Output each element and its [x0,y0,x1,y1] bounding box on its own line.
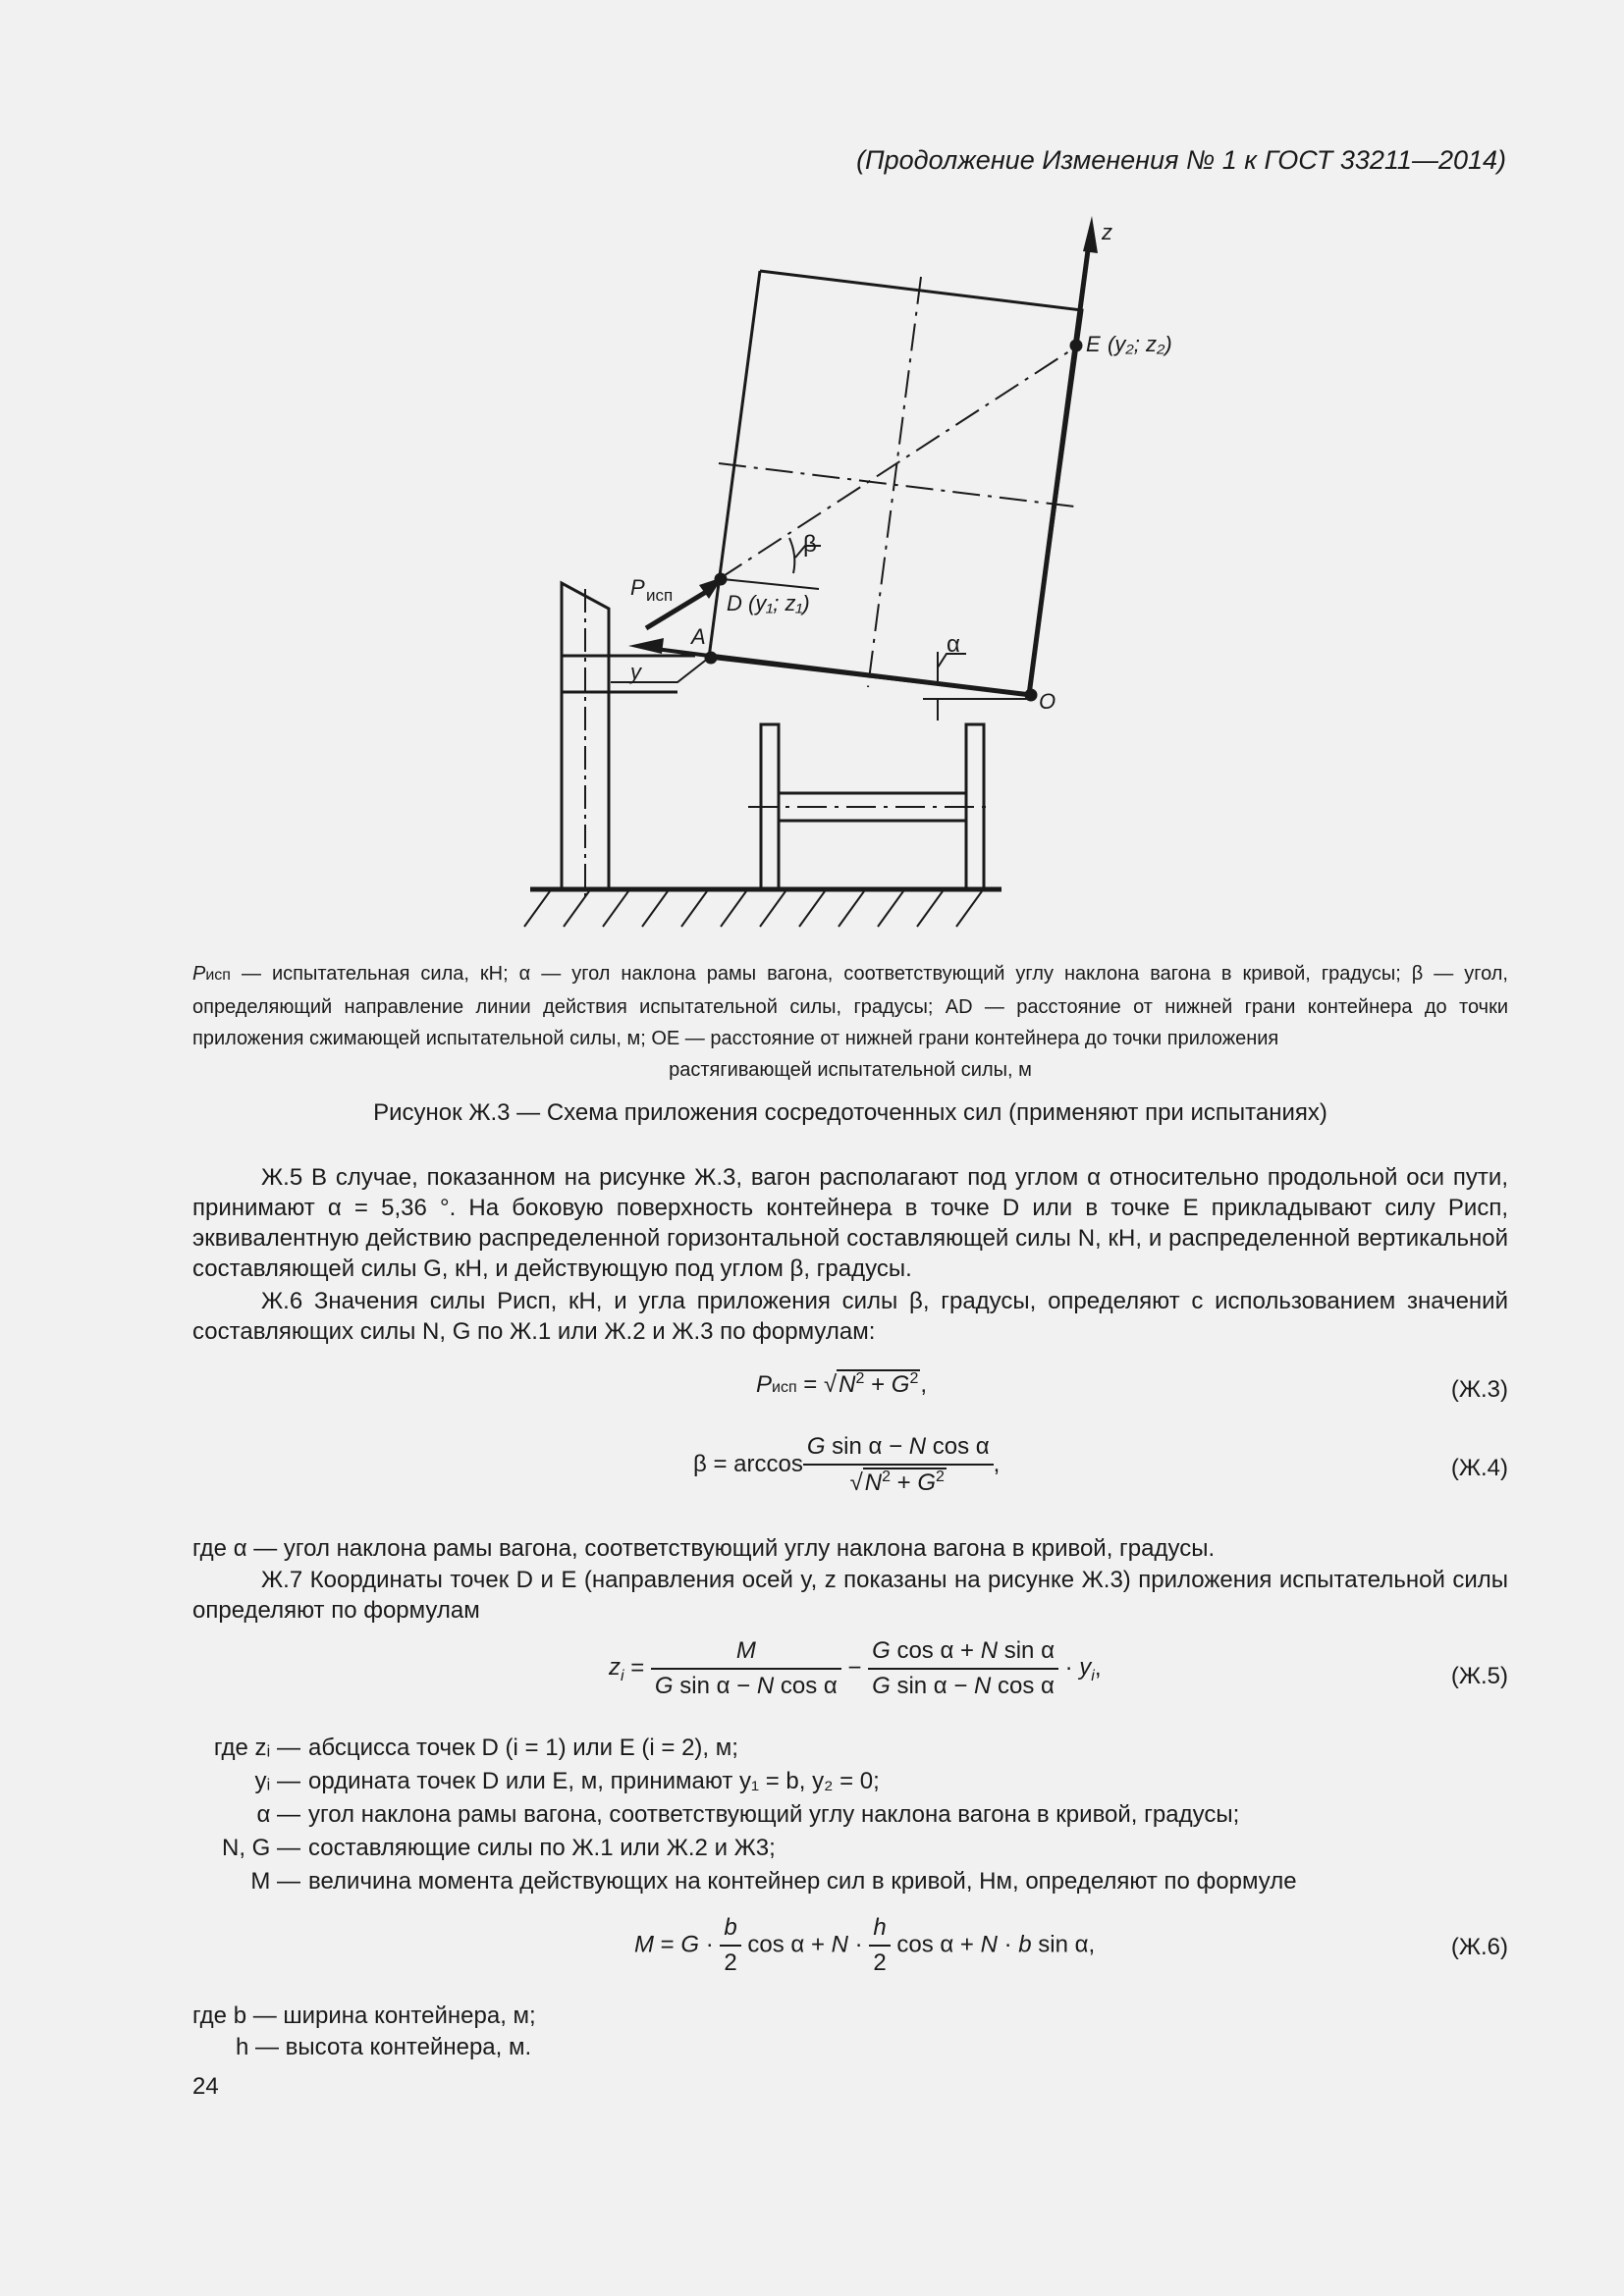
where-row-z: где zᵢ — абсцисса точек D (i = 1) или E (i = 2), м; [213,1735,738,1761]
legend-text: — испытательная сила, кН; α — угол наклона рамы вагона, соответствующий углу наклона вагона в кривой, градусы; β — угол, определяющий направление линии действия испытательной силы, градусы; AD — расстояние от нижней грани контейнера до точки приложения сжимающей испытательной силы, м; OE — расстояние от нижней грани контейнера до точки приложения [192,963,1508,1049]
page-number: 24 [192,2073,219,2100]
paragraph-where-alpha: где α — угол наклона рамы вагона, соответствующий углу наклона вагона в кривой, градусы. [192,1535,1216,1562]
label-y: y [630,660,641,684]
point-O [1026,690,1036,700]
where-row-m: M — величина момента действующих на контейнер сил в кривой, Нм, определяют по формуле [250,1868,1297,1895]
equation-zh4: β = arccos $\frac{\text{G sin α − N cos α}}{√N^2 + G^2}$ , [693,1433,1001,1496]
equation-number-zh6: (Ж.6) [1450,1934,1508,1960]
equation-number-zh5: (Ж.5) [1450,1663,1508,1689]
figure-legend: Pисп — испытательная сила, кН; α — угол наклона рамы вагона, соответствующий углу наклона вагона в кривой, градусы; β — угол, определяющий направление линии действия испытательной силы, градусы; AD — расстояние от нижней грани контейнера до точки приложения сжимающей испытательной силы, м; OE — расстояние от нижней грани контейнера до точки приложения растягивающей испытательной силы, м [192,958,1508,1086]
label-O: O [1039,689,1056,714]
ground-hatch [524,891,982,927]
paragraph-zh7: Ж.7 Координаты точек D и E (направления осей y, z показаны на рисунке Ж.3) приложения испытательной силы определяют по формулам [192,1567,1508,1624]
container-outline [709,271,1082,695]
label-beta: β [803,531,817,558]
equation-number-zh4: (Ж.4) [1450,1455,1508,1481]
point-A [706,653,716,663]
where-b: где b — ширина контейнера, м; [192,2002,536,2029]
where-row-y: yᵢ — ордината точек D или E, м, принимают y₁ = b, y₂ = 0; [254,1768,880,1794]
label-D: D [727,591,742,615]
where-h: h — высота контейнера, м. [236,2034,532,2060]
equation-zh6: M = G · $\frac{b}{2}$ cos α + N · $\frac{h}{2}$ cos α + N · b sin α, [634,1914,1096,1976]
y-axis-arrow [628,638,664,654]
label-P: P [630,575,645,600]
where-list [192,1732,1516,1898]
equation-zh5: $z_i$ = $\frac{M}{\text{G sin α − N cos α}}$ − $\frac{\text{G cos α + N sin α}}{\text{G sin α − N cos α}}$ · $y_i$, [609,1637,1102,1699]
label-D-coords: (y₁; z₁) [748,591,810,615]
where-row-ng: N, G — составляющие силы по Ж.1 или Ж.2 и Ж3; [221,1835,776,1861]
label-z: z [1102,220,1112,244]
point-D [716,574,726,584]
z-axis-arrow [1083,216,1098,253]
equation-number-zh3: (Ж.3) [1450,1376,1508,1403]
paragraph-zh6: Ж.6 Значения силы Pисп, кН, и угла приложения силы β, градусы, определяют с использованием значений составляющих силы N, G по Ж.1 или Ж.2 и Ж.3 по формулам: [192,1288,1508,1345]
legend-last-line: растягивающей испытательной силы, м [669,1059,1032,1081]
y-axis [709,656,1031,695]
point-E [1071,341,1081,350]
beta-ref [723,579,819,589]
force-diagram [0,0,1624,942]
equation-zh3: Pисп = $√N^2 + G^2$, [756,1370,928,1398]
paragraph-zh5: Ж.5 В случае, показанном на рисунке Ж.3, вагон располагают под углом α относительно продольной оси пути, принимают α = 5,36 °. На боковую поверхность контейнера в точке D или в точке E прикладывают силу Pисп, эквивалентную действию распределенной горизонтальной составляющей силы N, кН, и распределенной вертикальной составляющей силы G, кН, и действующую под углом β, градусы. [192,1164,1508,1282]
label-E-coords: (y₂; z₂) [1108,332,1172,356]
beta-arc [789,538,794,573]
label-alpha: α [947,631,960,658]
figure-caption: Рисунок Ж.3 — Схема приложения сосредоточенных сил (применяют при испытаниях) [373,1099,1327,1126]
label-E: E [1086,332,1101,356]
where-row-alpha: α — угол наклона рамы вагона, соответствующий углу наклона вагона в кривой, градусы; [256,1801,1240,1828]
label-P-sub: исп [646,586,674,605]
line-DE [719,346,1078,579]
leader-y [611,658,709,682]
page-header: (Продолжение Изменения № 1 к ГОСТ 33211—2014) [856,145,1506,175]
label-A: A [691,624,706,649]
